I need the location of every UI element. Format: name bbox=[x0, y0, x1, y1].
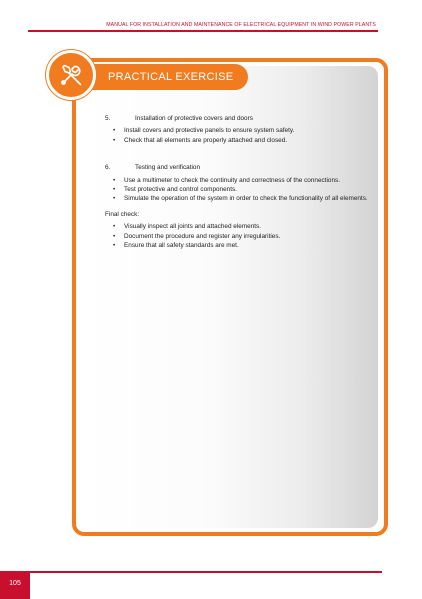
footer-rule bbox=[30, 571, 382, 573]
banner-title: PRACTICAL EXERCISE bbox=[108, 71, 234, 83]
step-number: 5. bbox=[105, 115, 111, 122]
list-item: • Check that all elements are properly attached and closed. bbox=[105, 136, 370, 145]
final-check-list bbox=[105, 222, 370, 250]
wrench-screwdriver-icon bbox=[58, 62, 84, 88]
page-number: 105 bbox=[9, 580, 21, 587]
list-item: • Use a multimeter to check the continuity and correctness of the connections. bbox=[105, 176, 370, 185]
final-check-label: Final check: bbox=[105, 210, 140, 218]
tools-badge bbox=[46, 50, 96, 100]
step-5-list bbox=[105, 126, 370, 145]
step-title: Testing and verification bbox=[135, 164, 201, 172]
running-header: MANUAL FOR INSTALLATION AND MAINTENANCE OF ELECTRICAL EQUIPMENT IN WIND POWER PLANTS bbox=[106, 22, 376, 28]
list-item: • Document the procedure and register any irregularities. bbox=[105, 232, 370, 241]
exercise-content bbox=[105, 114, 370, 250]
header-rule bbox=[28, 30, 378, 32]
list-item: • Install covers and protective panels to ensure system safety. bbox=[105, 126, 370, 135]
step-6 bbox=[105, 163, 370, 172]
list-item: • Simulate the operation of the system in order to check the functionality of all elements. bbox=[105, 194, 370, 203]
step-5 bbox=[105, 114, 370, 123]
list-item: • Ensure that all safety standards are met. bbox=[105, 241, 370, 250]
step-number: 6. bbox=[105, 164, 111, 172]
step-title: Installation of protective covers and doors bbox=[135, 115, 253, 122]
list-item: • Test protective and control components. bbox=[105, 185, 370, 194]
step-6-list bbox=[105, 176, 370, 204]
list-item: • Visually inspect all joints and attached elements. bbox=[105, 222, 370, 231]
